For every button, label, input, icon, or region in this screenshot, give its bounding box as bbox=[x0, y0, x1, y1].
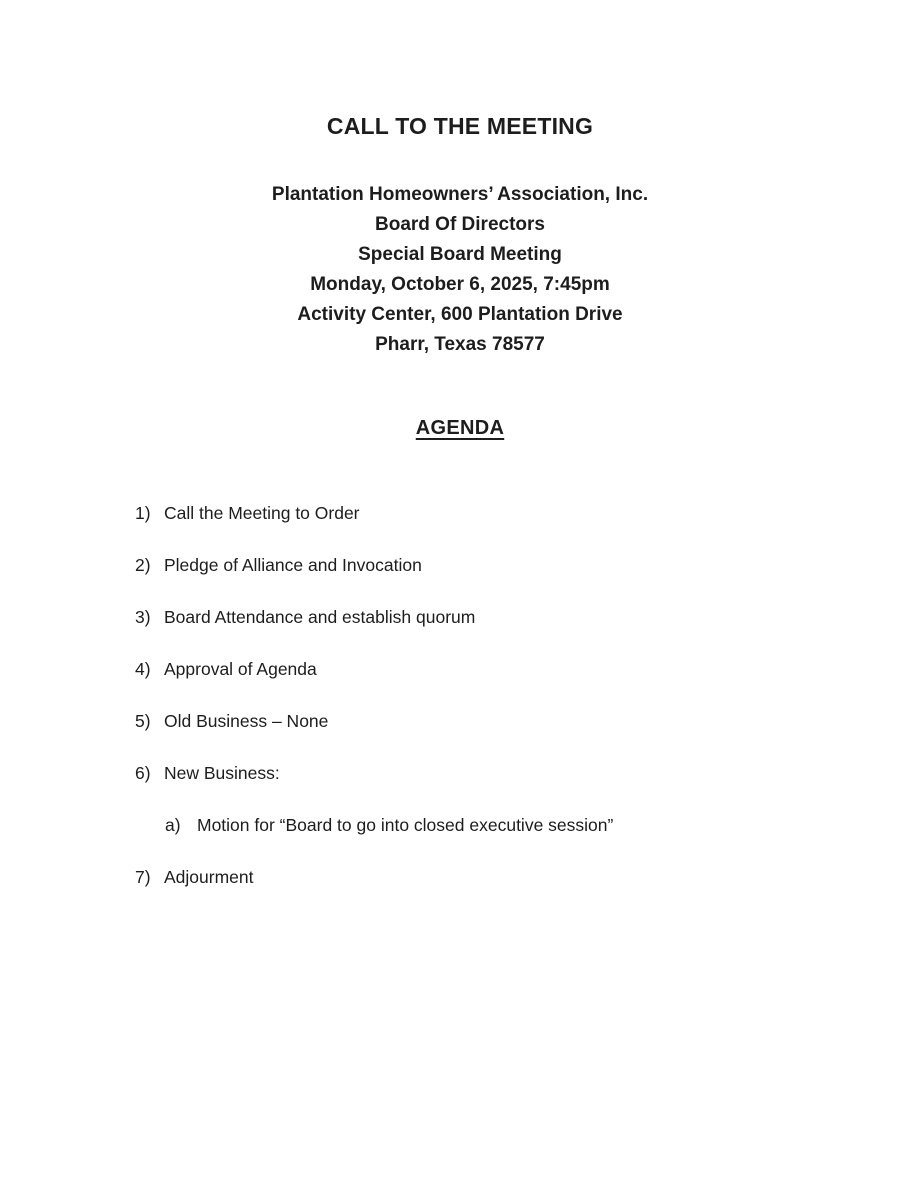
agenda-item-6-marker: 6) bbox=[135, 763, 151, 783]
agenda-item-5 bbox=[135, 710, 840, 732]
agenda-item-1-text: Call the Meeting to Order bbox=[164, 503, 360, 523]
agenda-item-6-text: New Business: bbox=[164, 763, 280, 783]
meeting-datetime: Monday, October 6, 2025, 7:45pm bbox=[310, 274, 610, 295]
agenda-heading bbox=[0, 416, 920, 440]
agenda-item-1 bbox=[135, 502, 840, 524]
agenda-subitem-6a-text: Motion for “Board to go into closed executive session” bbox=[197, 815, 614, 835]
agenda-item-7 bbox=[135, 866, 840, 888]
agenda-subitem-6a-marker: a) bbox=[165, 815, 181, 835]
agenda-item-3-text: Board Attendance and establish quorum bbox=[164, 607, 476, 627]
meeting-header-block bbox=[0, 180, 920, 360]
agenda-item-4 bbox=[135, 658, 840, 680]
agenda-item-4-marker: 4) bbox=[135, 659, 151, 679]
agenda-item-1-marker: 1) bbox=[135, 503, 151, 523]
organization-name: Plantation Homeowners’ Association, Inc. bbox=[271, 184, 649, 205]
agenda-item-6 bbox=[135, 762, 840, 784]
board-name: Board Of Directors bbox=[375, 214, 545, 235]
agenda-item-7-marker: 7) bbox=[135, 867, 151, 887]
agenda-list bbox=[135, 502, 840, 888]
agenda-item-7-text: Adjourment bbox=[164, 867, 254, 887]
meeting-city-state-zip: Pharr, Texas 78577 bbox=[375, 334, 545, 355]
agenda-subitem-6a bbox=[165, 814, 840, 836]
document-title: CALL TO THE MEETING bbox=[326, 113, 594, 139]
meeting-location: Activity Center, 600 Plantation Drive bbox=[297, 304, 623, 325]
agenda-item-5-text: Old Business – None bbox=[164, 711, 329, 731]
agenda-item-2 bbox=[135, 554, 840, 576]
meeting-type: Special Board Meeting bbox=[358, 244, 562, 265]
agenda-item-2-text: Pledge of Alliance and Invocation bbox=[164, 555, 422, 575]
agenda-item-5-marker: 5) bbox=[135, 711, 151, 731]
agenda-item-3-marker: 3) bbox=[135, 607, 151, 627]
agenda-heading-text: AGENDA bbox=[415, 417, 505, 439]
agenda-item-3 bbox=[135, 606, 840, 628]
agenda-item-4-text: Approval of Agenda bbox=[164, 659, 317, 679]
agenda-item-2-marker: 2) bbox=[135, 555, 151, 575]
